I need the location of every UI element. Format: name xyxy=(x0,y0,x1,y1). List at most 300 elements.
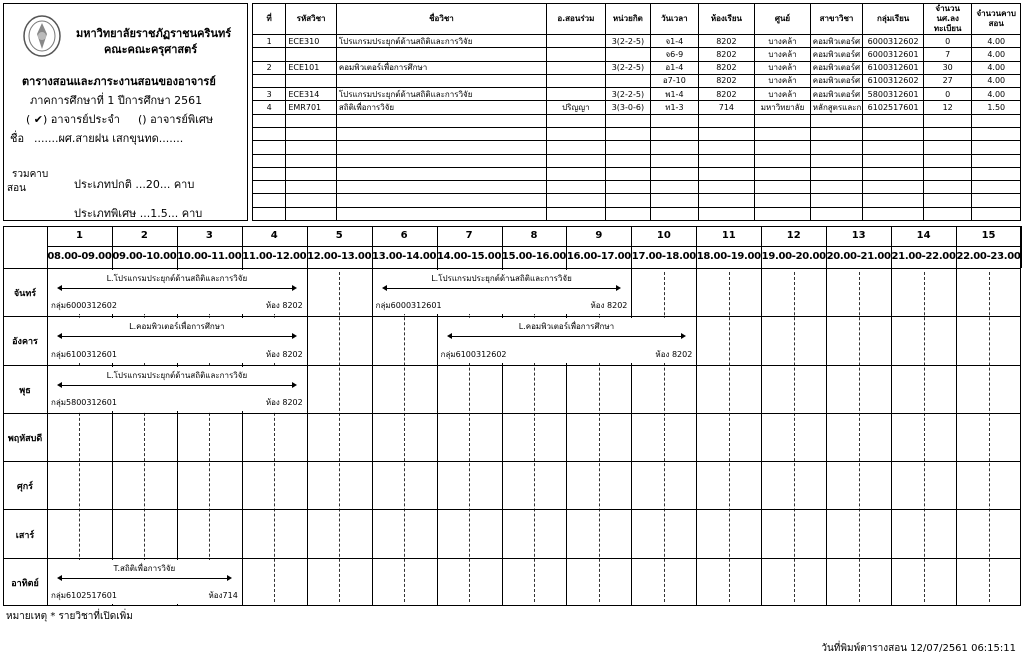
table-cell: อ1-4 xyxy=(651,61,698,74)
period-number: 10 xyxy=(656,230,671,241)
table-cell: จ1-4 xyxy=(651,35,698,48)
table-cell xyxy=(253,74,286,87)
table-cell xyxy=(253,141,286,154)
table-cell xyxy=(698,181,755,194)
day-label: ศุกร์ xyxy=(17,482,33,493)
table-cell xyxy=(972,127,1021,140)
half-hour-divider xyxy=(729,272,730,602)
table-cell xyxy=(923,181,972,194)
table-cell xyxy=(547,154,606,167)
table-cell: 8202 xyxy=(698,48,755,61)
period-number: 11 xyxy=(721,230,736,241)
table-cell xyxy=(605,207,650,220)
grid-border-top xyxy=(3,226,1021,227)
span-arrow-icon xyxy=(59,578,230,579)
period-time: 22.00-23.00 xyxy=(956,251,1021,262)
table-cell: 8202 xyxy=(698,61,755,74)
table-cell xyxy=(863,207,924,220)
period-time: 17.00-18.00 xyxy=(631,251,696,262)
table-cell xyxy=(651,154,698,167)
period-time: 09.00-10.00 xyxy=(112,251,177,262)
faculty-name: คณะคณะครุศาสตร์ xyxy=(104,43,198,56)
table-cell xyxy=(286,167,337,180)
table-cell xyxy=(972,194,1021,207)
table-cell: คอมพิวเตอร์ศ xyxy=(810,35,863,48)
table-cell xyxy=(810,181,863,194)
table-cell xyxy=(972,207,1021,220)
table-cell: สถิติเพื่อการวิจัย xyxy=(336,101,546,114)
header-divider xyxy=(47,246,1021,247)
table-cell xyxy=(972,114,1021,127)
period-number: 13 xyxy=(851,230,866,241)
period-time: 18.00-19.00 xyxy=(696,251,761,262)
table-cell xyxy=(651,114,698,127)
table-cell xyxy=(253,181,286,194)
class-title: L.โปรแกรมประยุกต์ด้านสถิติและการวิจัย xyxy=(106,370,248,380)
period-number: 3 xyxy=(205,230,213,241)
course-col-header: รหัสวิชา xyxy=(286,4,337,35)
table-cell xyxy=(651,207,698,220)
course-col-header: กลุ่มเรียน xyxy=(863,4,924,35)
table-cell xyxy=(755,194,811,207)
table-cell: ท1-3 xyxy=(651,101,698,114)
table-cell xyxy=(286,114,337,127)
class-title: L.คอมพิวเตอร์เพื่อการศึกษา xyxy=(129,322,225,332)
course-col-header: ชื่อวิชา xyxy=(336,4,546,35)
table-cell xyxy=(863,167,924,180)
table-row xyxy=(253,74,1021,87)
period-time: 16.00-17.00 xyxy=(566,251,631,262)
table-cell: 8202 xyxy=(698,74,755,87)
table-cell xyxy=(605,181,650,194)
day-label: พฤหัสบดี xyxy=(7,434,43,444)
document-title: ตารางสอนและภาระงานสอนของอาจารย์ xyxy=(22,75,216,88)
table-cell xyxy=(547,141,606,154)
weekly-schedule-grid xyxy=(3,226,1021,606)
class-room: ห้อง 8202 xyxy=(265,397,303,407)
table-cell xyxy=(972,181,1021,194)
period-number: 7 xyxy=(465,230,473,241)
table-cell xyxy=(336,167,546,180)
table-cell xyxy=(810,194,863,207)
table-cell: 3(2-2-5) xyxy=(605,35,650,48)
span-arrow-icon xyxy=(59,288,295,289)
table-cell xyxy=(698,154,755,167)
table-cell: 1.50 xyxy=(972,101,1021,114)
table-cell xyxy=(605,127,650,140)
table-cell xyxy=(923,141,972,154)
table-cell: คอมพิวเตอร์ศ xyxy=(810,48,863,61)
period-time: 15.00-16.00 xyxy=(501,251,567,262)
table-cell xyxy=(923,167,972,180)
total-label: รวมคาบ xyxy=(12,169,49,180)
table-cell: หลักสูตรและก xyxy=(810,101,863,114)
header-bottom xyxy=(3,268,1021,269)
table-cell xyxy=(286,154,337,167)
table-cell: บางคล้า xyxy=(755,88,811,101)
table-cell xyxy=(253,114,286,127)
column-divider xyxy=(696,268,697,606)
university-seal-icon xyxy=(22,14,62,58)
table-cell xyxy=(651,167,698,180)
half-hour-divider xyxy=(404,272,405,602)
table-cell: 4 xyxy=(253,101,286,114)
half-hour-divider xyxy=(794,272,795,602)
table-cell xyxy=(286,127,337,140)
table-cell xyxy=(547,207,606,220)
table-cell xyxy=(336,181,546,194)
course-table-body xyxy=(253,35,1021,221)
table-cell xyxy=(755,154,811,167)
table-cell xyxy=(547,194,606,207)
table-cell: 3(2-2-5) xyxy=(605,88,650,101)
table-row xyxy=(253,114,1021,127)
table-cell xyxy=(810,127,863,140)
table-row xyxy=(253,167,1021,180)
period-number: 2 xyxy=(140,230,148,241)
class-group: กลุ่ม5800312601 xyxy=(51,397,117,407)
table-cell: 714 xyxy=(698,101,755,114)
table-cell: จ6-9 xyxy=(651,48,698,61)
table-cell: 3(2-2-5) xyxy=(605,61,650,74)
table-cell: ECE314 xyxy=(286,88,337,101)
period-number: 8 xyxy=(530,230,538,241)
column-divider xyxy=(437,268,438,606)
table-cell: คอมพิวเตอร์ศ xyxy=(810,74,863,87)
table-cell xyxy=(547,181,606,194)
grid-border-bottom xyxy=(3,605,1021,606)
table-cell xyxy=(698,114,755,127)
grid-border-right xyxy=(1020,226,1021,606)
table-cell: 12 xyxy=(923,101,972,114)
course-col-header: จำนวน นศ.ลงทะเบียน xyxy=(923,4,972,35)
course-col-header: อ.สอนร่วม xyxy=(547,4,606,35)
table-cell xyxy=(810,167,863,180)
class-title: L.คอมพิวเตอร์เพื่อการศึกษา xyxy=(518,322,615,332)
table-cell xyxy=(810,207,863,220)
day-row-divider xyxy=(3,365,1021,366)
course-col-header: สาขาวิชา xyxy=(810,4,863,35)
table-cell: พ1-4 xyxy=(651,88,698,101)
table-cell xyxy=(336,154,546,167)
table-cell: 3(3-0-6) xyxy=(605,101,650,114)
table-cell xyxy=(547,35,606,48)
table-cell xyxy=(286,48,337,61)
span-arrow-icon xyxy=(59,385,295,386)
table-cell: ECE101 xyxy=(286,61,337,74)
day-label: อังคาร xyxy=(12,337,38,348)
course-col-header: วันเวลา xyxy=(651,4,698,35)
table-cell xyxy=(253,154,286,167)
class-room: ห้อง 8202 xyxy=(265,301,303,311)
table-cell xyxy=(286,181,337,194)
table-cell: 4.00 xyxy=(972,48,1021,61)
table-cell xyxy=(336,207,546,220)
table-cell: 30 xyxy=(923,61,972,74)
day-row-divider xyxy=(3,558,1021,559)
span-arrow-icon xyxy=(384,288,620,289)
table-cell xyxy=(605,154,650,167)
table-cell xyxy=(651,127,698,140)
table-cell xyxy=(923,127,972,140)
table-cell xyxy=(651,141,698,154)
table-cell: คอมพิวเตอร์ศ xyxy=(810,61,863,74)
table-cell: EMR701 xyxy=(286,101,337,114)
type-special: () อาจารย์พิเศษ xyxy=(138,113,214,126)
day-row-divider xyxy=(3,461,1021,462)
table-cell xyxy=(547,61,606,74)
class-title: L.โปรแกรมประยุกต์ด้านสถิติและการวิจัย xyxy=(431,274,572,283)
total-label-2: สอน xyxy=(7,183,26,194)
table-cell xyxy=(286,141,337,154)
table-cell: 6000312602 xyxy=(863,35,924,48)
table-cell xyxy=(863,127,924,140)
table-cell xyxy=(547,74,606,87)
table-cell xyxy=(698,141,755,154)
table-cell xyxy=(605,114,650,127)
table-cell: 27 xyxy=(923,74,972,87)
table-cell xyxy=(863,154,924,167)
course-table xyxy=(252,3,1021,221)
table-cell xyxy=(547,127,606,140)
class-room: ห้อง714 xyxy=(208,590,238,600)
table-cell: 4.00 xyxy=(972,61,1021,74)
table-cell: 6000312601 xyxy=(863,48,924,61)
table-row xyxy=(253,141,1021,154)
semester: ภาคการศึกษาที่ 1 ปีการศึกษา 2561 xyxy=(30,94,203,107)
class-title: T.สถิติเพื่อการวิจัย xyxy=(113,563,176,573)
column-divider xyxy=(372,268,373,606)
class-block xyxy=(49,318,305,362)
normal-periods: ประเภทปกติ ...20... คาบ xyxy=(74,178,195,191)
grid-border-left xyxy=(3,226,4,606)
table-row xyxy=(253,194,1021,207)
table-cell xyxy=(605,48,650,61)
table-cell: บางคล้า xyxy=(755,61,811,74)
class-room: ห้อง 8202 xyxy=(590,301,628,311)
half-hour-divider xyxy=(339,272,340,602)
class-title: L.โปรแกรมประยุกต์ด้านสถิติและการวิจัย xyxy=(106,274,248,283)
period-time: 12.00-13.00 xyxy=(307,251,372,262)
special-periods: ประเภทพิเศษ ...1.5... คาบ xyxy=(74,207,203,220)
table-cell: ปริญญา xyxy=(547,101,606,114)
table-cell: โปรแกรมประยุกต์ด้านสถิติและการวิจัย xyxy=(336,88,546,101)
period-number: 14 xyxy=(916,230,931,241)
table-row xyxy=(253,88,1021,101)
table-cell: 6100312601 xyxy=(863,61,924,74)
period-time: 08.00-09.00 xyxy=(47,251,112,262)
table-cell xyxy=(336,74,546,87)
table-cell xyxy=(336,48,546,61)
table-cell: 0 xyxy=(923,88,972,101)
table-cell xyxy=(863,114,924,127)
table-cell xyxy=(336,141,546,154)
course-col-header: ศูนย์ xyxy=(755,4,811,35)
day-label: พุธ xyxy=(19,385,31,396)
class-group: กลุ่ม6000312601 xyxy=(375,301,442,311)
table-cell: 3 xyxy=(253,88,286,101)
table-cell: บางคล้า xyxy=(755,35,811,48)
type-regular: ( ✔) อาจารย์ประจำ xyxy=(26,113,120,126)
university-name: มหาวิทยาลัยราชภัฏราชนครินทร์ xyxy=(76,27,232,40)
class-block xyxy=(439,318,695,362)
period-time: 21.00-22.00 xyxy=(891,251,956,262)
name-label: ชื่อ xyxy=(10,132,25,145)
table-row xyxy=(253,101,1021,114)
day-label: เสาร์ xyxy=(15,530,35,541)
table-cell: 4.00 xyxy=(972,35,1021,48)
span-arrow-icon xyxy=(449,336,685,337)
instructor-info-panel xyxy=(3,3,248,221)
class-group: กลุ่ม6100312602 xyxy=(440,349,507,359)
table-cell xyxy=(605,141,650,154)
table-cell: คอมพิวเตอร์ศ xyxy=(810,88,863,101)
period-time: 10.00-11.00 xyxy=(177,251,242,262)
table-cell: 8202 xyxy=(698,35,755,48)
table-row xyxy=(253,61,1021,74)
table-row xyxy=(253,48,1021,61)
column-divider xyxy=(891,268,892,606)
table-cell: 4.00 xyxy=(972,74,1021,87)
class-group: กลุ่ม6102517601 xyxy=(51,590,117,600)
table-cell xyxy=(923,194,972,207)
table-cell: 6100312602 xyxy=(863,74,924,87)
table-cell xyxy=(336,127,546,140)
period-time: 14.00-15.00 xyxy=(436,251,502,262)
course-col-header: ห้องเรียน xyxy=(698,4,755,35)
table-row xyxy=(253,207,1021,220)
table-cell xyxy=(755,181,811,194)
table-row xyxy=(253,154,1021,167)
table-cell: โปรแกรมประยุกต์ด้านสถิติและการวิจัย xyxy=(336,35,546,48)
period-time: 13.00-14.00 xyxy=(372,251,437,262)
table-cell xyxy=(923,114,972,127)
class-block xyxy=(49,560,240,604)
table-row xyxy=(253,127,1021,140)
half-hour-divider xyxy=(924,272,925,602)
course-col-header: จำนวนคาบสอน xyxy=(972,4,1021,35)
table-cell xyxy=(698,194,755,207)
table-cell xyxy=(972,167,1021,180)
day-row-divider xyxy=(3,413,1021,414)
table-cell: อ7-10 xyxy=(651,74,698,87)
table-cell xyxy=(605,194,650,207)
table-cell xyxy=(253,207,286,220)
period-number: 9 xyxy=(595,230,603,241)
table-cell: บางคล้า xyxy=(755,74,811,87)
table-cell xyxy=(547,114,606,127)
table-cell: 0 xyxy=(923,35,972,48)
table-cell xyxy=(605,167,650,180)
table-cell: 5800312601 xyxy=(863,88,924,101)
table-cell xyxy=(863,194,924,207)
course-col-header: ที่ xyxy=(253,4,286,35)
half-hour-divider xyxy=(859,272,860,602)
table-cell: 4.00 xyxy=(972,88,1021,101)
table-cell xyxy=(336,194,546,207)
footnote: หมายเหตุ * รายวิชาที่เปิดเพิ่ม xyxy=(6,611,133,622)
table-cell xyxy=(923,154,972,167)
day-label: อาทิตย์ xyxy=(11,578,39,589)
table-row xyxy=(253,35,1021,48)
table-cell: คอมพิวเตอร์เพื่อการศึกษา xyxy=(336,61,546,74)
column-divider xyxy=(307,268,308,606)
table-cell: 2 xyxy=(253,61,286,74)
class-group: กลุ่ม6100312601 xyxy=(51,349,117,359)
table-cell xyxy=(651,194,698,207)
table-cell xyxy=(698,127,755,140)
table-cell xyxy=(253,127,286,140)
table-cell xyxy=(336,114,546,127)
class-block xyxy=(49,367,305,411)
table-cell xyxy=(810,114,863,127)
table-cell xyxy=(547,167,606,180)
course-table-header xyxy=(253,4,1021,35)
course-col-header: หน่วยกิต xyxy=(605,4,650,35)
table-cell xyxy=(651,181,698,194)
half-hour-divider xyxy=(989,272,990,602)
table-cell xyxy=(755,127,811,140)
table-cell xyxy=(547,88,606,101)
class-block xyxy=(374,270,630,314)
table-cell xyxy=(286,194,337,207)
column-divider xyxy=(826,268,827,606)
table-cell xyxy=(755,207,811,220)
table-cell: บางคล้า xyxy=(755,48,811,61)
day-row-divider xyxy=(3,509,1021,510)
class-block xyxy=(49,270,305,314)
period-number: 6 xyxy=(400,230,408,241)
table-cell xyxy=(863,141,924,154)
period-time: 19.00-20.00 xyxy=(761,251,826,262)
class-room: ห้อง 8202 xyxy=(265,349,303,359)
table-cell xyxy=(810,141,863,154)
table-cell xyxy=(972,154,1021,167)
day-column-divider xyxy=(47,268,48,606)
table-cell: 7 xyxy=(923,48,972,61)
period-number: 15 xyxy=(981,230,996,241)
class-room: ห้อง 8202 xyxy=(655,349,693,359)
table-cell: มหาวิทยาลัย xyxy=(755,101,811,114)
print-timestamp: วันที่พิมพ์ตารางสอน 12/07/2561 06:15:11 xyxy=(821,643,1016,654)
table-cell xyxy=(923,207,972,220)
table-cell xyxy=(253,194,286,207)
class-group: กลุ่ม6000312602 xyxy=(51,301,117,311)
table-row xyxy=(253,181,1021,194)
table-cell xyxy=(547,48,606,61)
period-time: 11.00-12.00 xyxy=(242,251,307,262)
period-number: 1 xyxy=(75,230,83,241)
period-number: 12 xyxy=(786,230,801,241)
table-cell: 8202 xyxy=(698,88,755,101)
table-cell xyxy=(755,141,811,154)
instructor-name: .......ผศ.สายฝน เสกขุนทด....... xyxy=(34,132,184,145)
table-cell xyxy=(286,74,337,87)
column-divider xyxy=(1021,226,1022,268)
table-cell xyxy=(253,167,286,180)
table-cell: 6102517601 xyxy=(863,101,924,114)
period-number: 4 xyxy=(270,230,278,241)
day-row-divider xyxy=(3,316,1021,317)
table-cell xyxy=(698,207,755,220)
table-cell xyxy=(605,74,650,87)
column-divider xyxy=(761,268,762,606)
table-cell xyxy=(698,167,755,180)
table-cell xyxy=(286,207,337,220)
table-cell xyxy=(755,167,811,180)
table-cell xyxy=(972,141,1021,154)
table-cell xyxy=(755,114,811,127)
